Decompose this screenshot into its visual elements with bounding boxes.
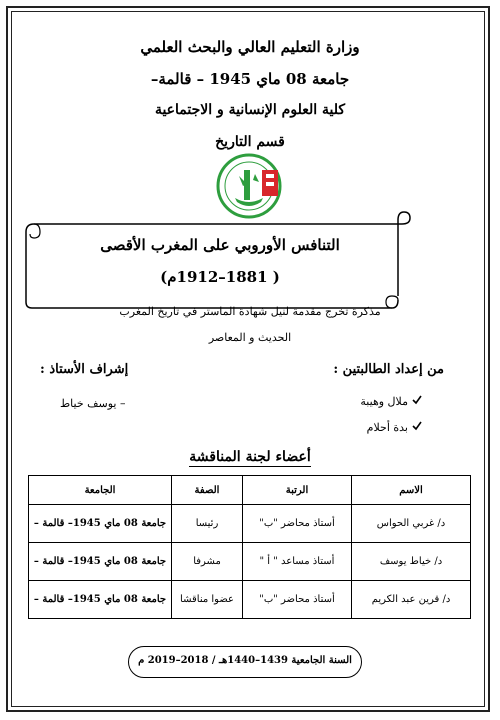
- col-header-rank: الرتبة: [243, 476, 352, 505]
- member-rank: أستاذ محاضر "ب": [243, 505, 352, 543]
- jury-title: أعضاء لجنة المناقشة: [189, 449, 311, 465]
- thesis-subtitle-line2: الحديث و المعاصر: [208, 331, 292, 344]
- university-name: جامعة 08 ماي 1945 – قالمة–: [150, 70, 350, 88]
- table-row: [29, 581, 471, 619]
- student-name: ملال وهيبة: [360, 395, 408, 408]
- thesis-title: التنافس الأوروبي على المغرب الأقصى: [100, 236, 340, 254]
- member-rank: أستاذ محاضر "ب": [243, 581, 352, 619]
- member-role: مشرفا: [172, 543, 243, 581]
- member-rank: أستاذ مساعد " أ ": [243, 543, 352, 581]
- academic-year: السنة الجامعية 1439–1440هـ / 2018–2019 م: [138, 655, 352, 666]
- faculty-name: كلية العلوم الإنسانية و الاجتماعية: [154, 102, 346, 118]
- check-arrow-icon: [412, 421, 422, 431]
- member-university: جامعة 08 ماي 1945– قالمة –: [29, 505, 172, 543]
- table-row: [29, 543, 471, 581]
- col-header-university: الجامعة: [29, 476, 172, 505]
- students-label: من إعداد الطالبتين :: [333, 362, 444, 377]
- col-header-name: الاسم: [352, 476, 471, 505]
- thesis-subtitle-line1: مذكرة تخرج مقدمة لنيل شهادة الماستر في تاريخ المغرب: [119, 305, 381, 318]
- department-name: قسم التاريخ: [215, 134, 285, 150]
- member-university: جامعة 08 ماي 1945– قالمة –: [29, 581, 172, 619]
- student-name: بدة أحلام: [366, 421, 408, 434]
- member-name: د/ خياط يوسف: [352, 543, 471, 581]
- member-role: عضوا مناقشا: [172, 581, 243, 619]
- member-name: د/ قرين عبد الكريم: [352, 581, 471, 619]
- table-row: [29, 505, 471, 543]
- student-2: [367, 421, 422, 434]
- student-1: [360, 395, 422, 408]
- thesis-years: ( 1881–1912م): [160, 268, 280, 286]
- ministry-name: وزارة التعليم العالي والبحث العلمي: [140, 38, 360, 56]
- jury-header-row: [29, 476, 471, 505]
- col-header-role: الصفة: [172, 476, 243, 505]
- check-arrow-icon: [412, 395, 422, 405]
- jury-table: [28, 475, 471, 619]
- member-name: د/ غربي الحواس: [352, 505, 471, 543]
- title-scroll-banner: [22, 210, 414, 312]
- member-role: رئيسا: [172, 505, 243, 543]
- supervisor-name: – يوسف خياط: [60, 397, 126, 410]
- member-university: جامعة 08 ماي 1945– قالمة –: [29, 543, 172, 581]
- supervisor-label: إشراف الأستاذ :: [40, 362, 129, 377]
